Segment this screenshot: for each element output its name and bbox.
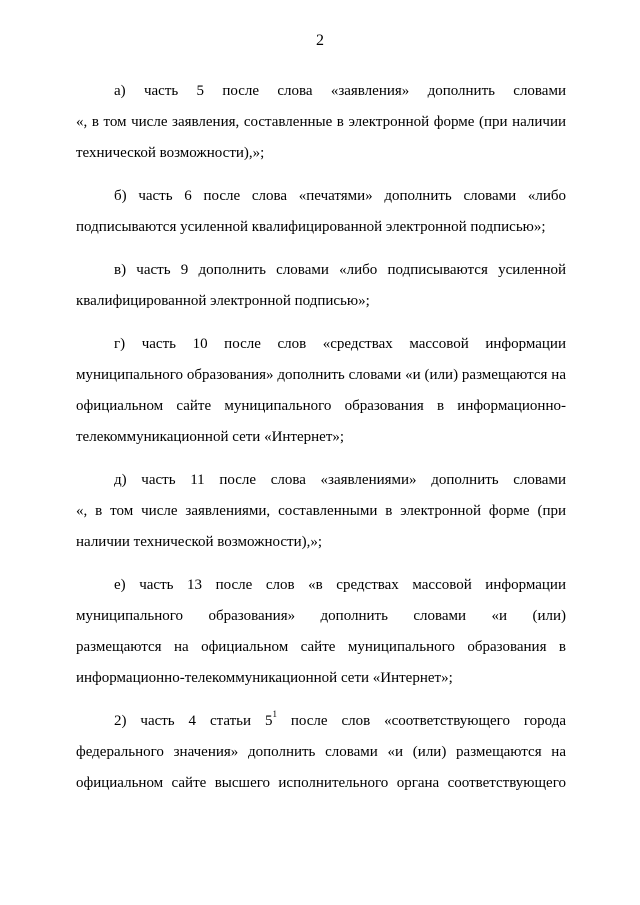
paragraph-line-with-superscript	[76, 706, 566, 737]
paragraph-g	[76, 329, 566, 453]
paragraph-line: телекоммуникационной сети «Интернет»;	[76, 429, 345, 445]
paragraph-line: е) часть 13 после слов «в средствах массовой информации	[114, 577, 566, 593]
paragraph-b	[76, 181, 566, 243]
paragraph-line: в) часть 9 дополнить словами «либо подписываются усиленной	[114, 262, 566, 278]
paragraph-line: б) часть 6 после слова «печатями» дополнить словами «либо	[114, 188, 566, 204]
paragraph-line: а) часть 5 после слова «заявления» дополнить словами	[114, 83, 566, 99]
paragraph-a	[76, 76, 566, 169]
paragraph-line: технической возможности),»;	[76, 145, 265, 161]
paragraph-line: подписываются усиленной квалифицированной электронной подписью»;	[76, 219, 546, 235]
paragraph-text: после слов «соответствующего города	[276, 713, 566, 729]
paragraph-line: «, в том числе заявления, составленные в электронной форме (при наличии	[76, 114, 566, 130]
paragraph-e	[76, 570, 566, 694]
paragraph-line: официальном сайте муниципального образования в информационно-	[76, 398, 566, 414]
paragraph-line: «, в том числе заявлениями, составленными в электронной форме (при	[76, 503, 566, 519]
paragraph-line: муниципального образования» дополнить словами «и (или) размещаются на	[76, 367, 566, 383]
paragraph-line: наличии технической возможности),»;	[76, 534, 323, 550]
paragraph-line: официальном сайте высшего исполнительного органа соответствующего	[76, 775, 566, 791]
paragraph-line: размещаются на официальном сайте муниципального образования в	[76, 639, 566, 655]
page-number: 2	[316, 32, 324, 49]
paragraph-line: квалифицированной электронной подписью»;	[76, 293, 370, 309]
paragraph-text: 2) часть 4 статьи 5	[114, 713, 273, 729]
paragraph-line: муниципального образования» дополнить словами «и (или)	[76, 608, 566, 624]
paragraph-d	[76, 465, 566, 558]
paragraph-2	[76, 706, 566, 799]
paragraph-line: информационно-телекоммуникационной сети «Интернет»;	[76, 670, 453, 686]
paragraph-line: д) часть 11 после слова «заявлениями» дополнить словами	[114, 472, 566, 488]
paragraph-line: федерального значения» дополнить словами «и (или) размещаются на	[76, 744, 566, 760]
article-superscript: 1	[272, 709, 277, 719]
document-body	[76, 76, 566, 811]
paragraph-line: г) часть 10 после слов «средствах массовой информации	[114, 336, 566, 352]
paragraph-v	[76, 255, 566, 317]
